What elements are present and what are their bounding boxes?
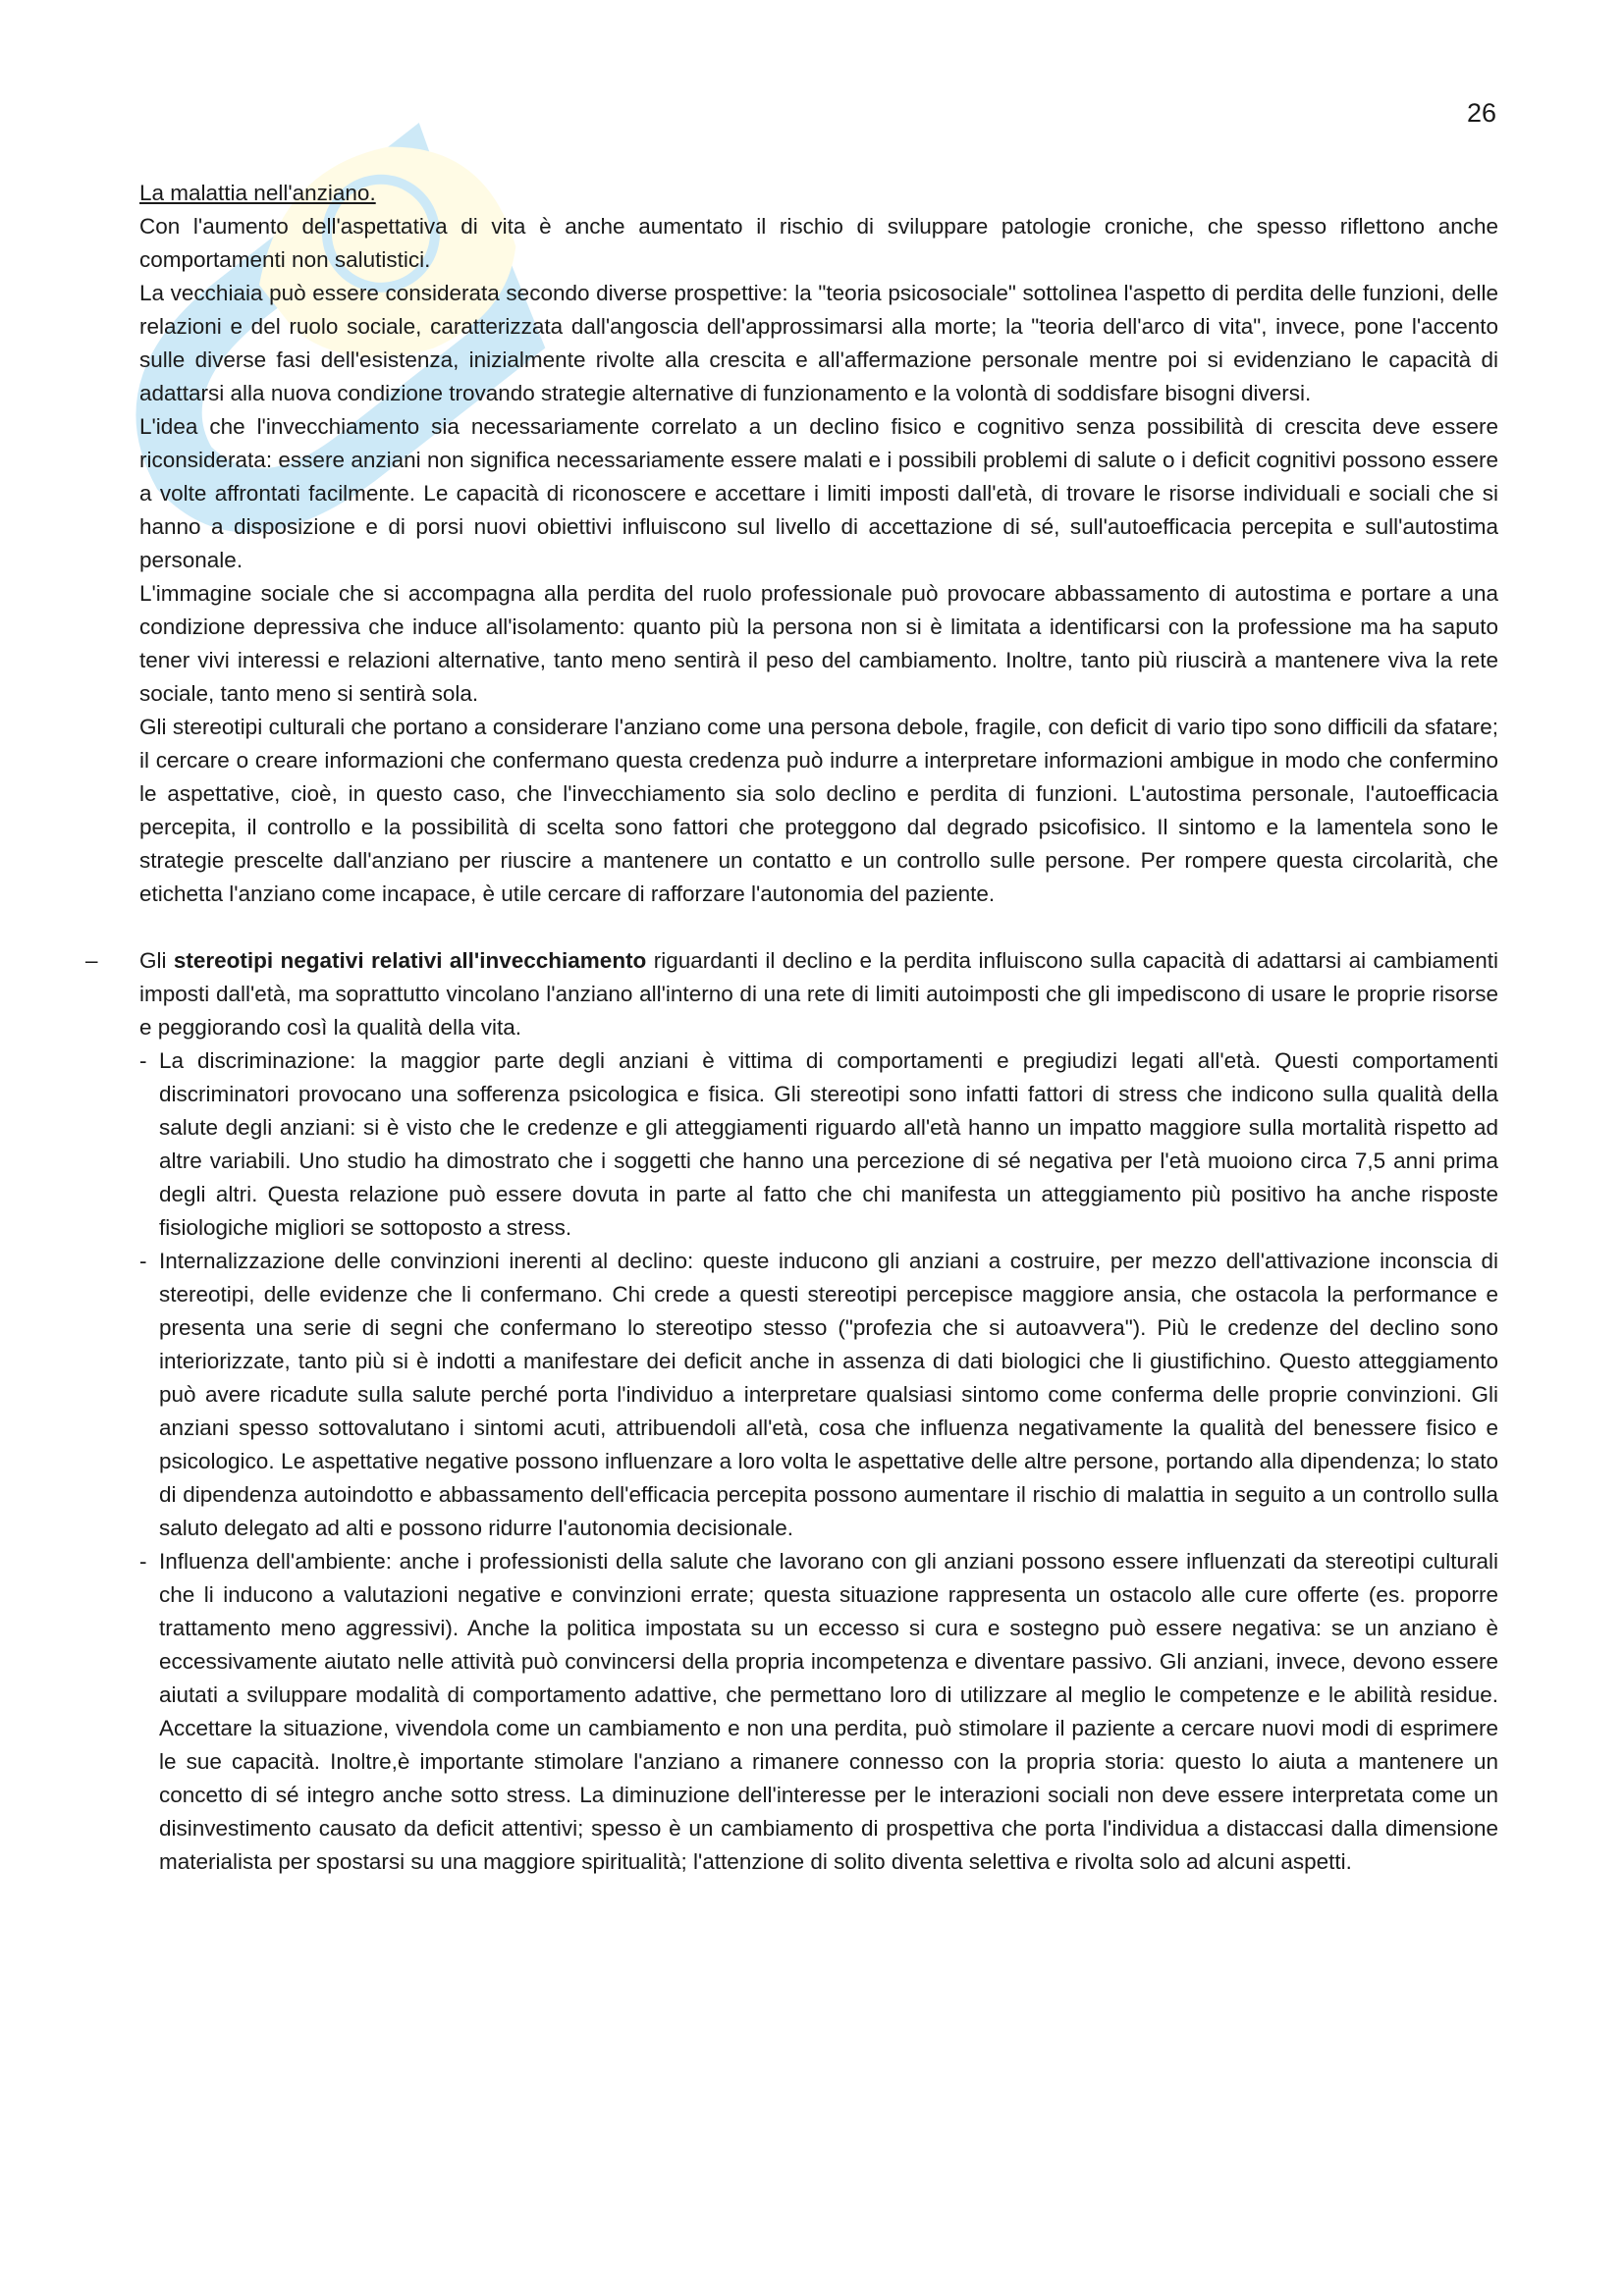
document-body bbox=[85, 177, 1499, 1879]
sub-item-internalization bbox=[139, 1245, 1498, 1545]
bullet-marker: – bbox=[85, 948, 98, 973]
sub-item-discrimination bbox=[139, 1044, 1498, 1245]
sub-item-marker: - bbox=[139, 1249, 147, 1273]
bullet-intro-bold: stereotipi negativi relativi all'invecchiamento bbox=[173, 948, 647, 973]
paragraph-intro: Con l'aumento dell'aspettativa di vita è anche aumentato il rischio di sviluppare patologie croniche, che spesso riflettono anche comportamenti non salutistici. bbox=[139, 214, 1498, 272]
sub-item-text: Influenza dell'ambiente: anche i professionisti della salute che lavorano con gli anziani possono essere influenzati da stereotipi culturali che li inducono a valutazioni negative e convinzioni errate; questa situazione rappresenta un ostacolo alle cure offerte (es. proporre trattamento meno aggressivi). Anche la politica impostata su un eccesso si cura e sostegno può essere negativa: se un anziano è eccessivamente aiutato nelle attività può convincersi della propria incompetenza e diventare passivo. Gli anziani, invece, devono essere aiutati a sviluppare modalità di comportamento adattive, che permettano loro di utilizzare al meglio le competenze e le abilità residue. Accettare la situazione, vivendola come un cambiamento e non una perdita, può stimolare il paziente a cercare nuovi modi di esprimere le sue capacità. Inoltre,è importante stimolare l'anziano a rimanere connesso con la propria storia: questo lo aiuta a mantenere un concetto di sé integro anche sotto stress. La diminuzione dell'interesse per le interazioni sociali non deve essere interpretata come un disinvestimento causato da deficit attentivi; spesso è un cambiamento di prospettiva che porta l'individua a distaccasi dalla dimensione materialista per spostarsi su una maggiore spiritualità; l'attenzione di solito diventa selettiva e rivolta solo ad alcuni aspetti. bbox=[159, 1549, 1498, 1874]
section-title: La malattia nell'anziano. bbox=[139, 181, 376, 205]
sub-item-marker: - bbox=[139, 1048, 147, 1073]
bullet-intro-suffix: riguardanti il declino e la perdita influiscono sulla capacità di adattarsi ai cambiamenti imposti dall'età, ma soprattutto vincolano l'anziano all'interno di una rete di limiti autoimposti che gli impediscono di usare le proprie risorse e peggiorando così la qualità della vita. bbox=[139, 948, 1499, 1040]
bullet-intro-prefix: Gli bbox=[139, 948, 174, 973]
paragraph-cultural-stereotypes: Gli stereotipi culturali che portano a considerare l'anziano come una persona debole, fragile, con deficit di vario tipo sono difficili da sfatare; il cercare o creare informazioni che confermano questa credenza può indurre a interpretare informazioni ambigue in modo che confermino le aspettative, cioè, in questo caso, che l'invecchiamento sia solo declino e perdita di funzioni. L'autostima personale, l'autoefficacia percepita, il controllo e la possibilità di scelta sono fattori che proteggono dal degrado psicofisico. Il sintomo e la lamentela sono le strategie prescelte dall'anziano per riuscire a mantenere un contatto e un controllo sulle persone. Per rompere questa circolarità, che etichetta l'anziano come incapace, è utile cercare di rafforzare l'autonomia del paziente. bbox=[139, 715, 1498, 906]
sub-item-text: Internalizzazione delle convinzioni inerenti al declino: queste inducono gli anziani a costruire, per mezzo dell'attivazione inconscia di stereotipi, delle evidenze che li confermano. Chi crede a questi stereotipi percepisce maggiore ansia, che ostacola la performance e presenta una serie di segni che confermano lo stereotipo stesso ("profezia che si autoavvera"). Più le credenze del declino sono interiorizzate, tanto più si è indotti a manifestare dei deficit anche in assenza di dati biologici che li giustifichino. Questo atteggiamento può avere ricadute sulla salute perché porta l'individuo a interpretare qualsiasi sintomo come conferma delle proprie convinzioni. Gli anziani spesso sottovalutano i sintomi acuti, attribuendoli all'età, cosa che influenza negativamente la qualità del benessere fisico e psicologico. Le aspettative negative possono influenzare a loro volta le aspettative delle altre persone, portando alla dipendenza; lo stato di dipendenza autoindotto e abbassamento dell'efficacia percepita possono aumentare il rischio di malattia in seguito a un controllo sulla saluto delegato ad alti e possono ridurre l'autonomia decisionale. bbox=[159, 1249, 1498, 1540]
paragraph-social-image: L'immagine sociale che si accompagna alla perdita del ruolo professionale può provocare abbassamento di autostima e portare a una condizione depressiva che induce all'isolamento: quanto più la persona non si è limitata a identificarsi con la professione ma ha saputo tener vivi interessi e relazioni alternative, tanto meno sentirà il peso del cambiamento. Inoltre, tanto più riuscirà a mantenere viva la rete sociale, tanto meno si sentirà sola. bbox=[139, 581, 1498, 706]
paragraph-decline-idea: L'idea che l'invecchiamento sia necessariamente correlato a un declino fisico e cognitivo senza possibilità di crescita deve essere riconsiderata: essere anziani non significa necessariamente essere malati e i possibili problemi di salute o i deficit cognitivi possono essere a volte affrontati facilmente. Le capacità di riconoscere e accettare i limiti imposti dall'età, di trovare le risorse individuali e sociali che si hanno a disposizione e di porsi nuovi obiettivi influiscono sul livello di accettazione di sé, sull'autoefficacia percepita e sull'autostima personale. bbox=[139, 414, 1498, 572]
sub-item-environment bbox=[139, 1545, 1498, 1879]
bullet-negative-stereotypes bbox=[85, 944, 1499, 1879]
sub-list bbox=[139, 1044, 1498, 1879]
sub-item-text: La discriminazione: la maggior parte degli anziani è vittima di comportamenti e pregiudizi legati all'età. Questi comportamenti discriminatori provocano una sofferenza psicologica e fisica. Gli stereotipi sono infatti fattori di stress che indicono sulla qualità della salute degli anziani: si è visto che le credenze e gli atteggiamenti riguardo all'età hanno un impatto maggiore sulla mortalità rispetto ad altre variabili. Uno studio ha dimostrato che i soggetti che hanno una percezione di sé negativa per l'età muoiono circa 7,5 anni prima degli altri. Questa relazione può essere dovuta in parte al fatto che chi manifesta un atteggiamento più positivo ha anche risposte fisiologiche migliori se sottoposto a stress. bbox=[159, 1048, 1498, 1240]
page-number: 26 bbox=[1466, 98, 1496, 128]
paragraph-perspectives: La vecchiaia può essere considerata secondo diverse prospettive: la "teoria psicosociale" sottolinea l'aspetto di perdita delle funzioni, delle relazioni e del ruolo sociale, caratterizzata dall'angoscia dell'approssimarsi alla morte; la "teoria dell'arco di vita", invece, pone l'accento sulle diverse fasi dell'esistenza, inizialmente rivolte alla crescita e all'affermazione personale mentre poi si evidenziano le capacità di adattarsi alla nuova condizione trovando strategie alternative di funzionamento e la volontà di soddisfare bisogni diversi. bbox=[139, 281, 1498, 405]
bullet-intro bbox=[139, 944, 1498, 1044]
sub-item-marker: - bbox=[139, 1549, 147, 1574]
